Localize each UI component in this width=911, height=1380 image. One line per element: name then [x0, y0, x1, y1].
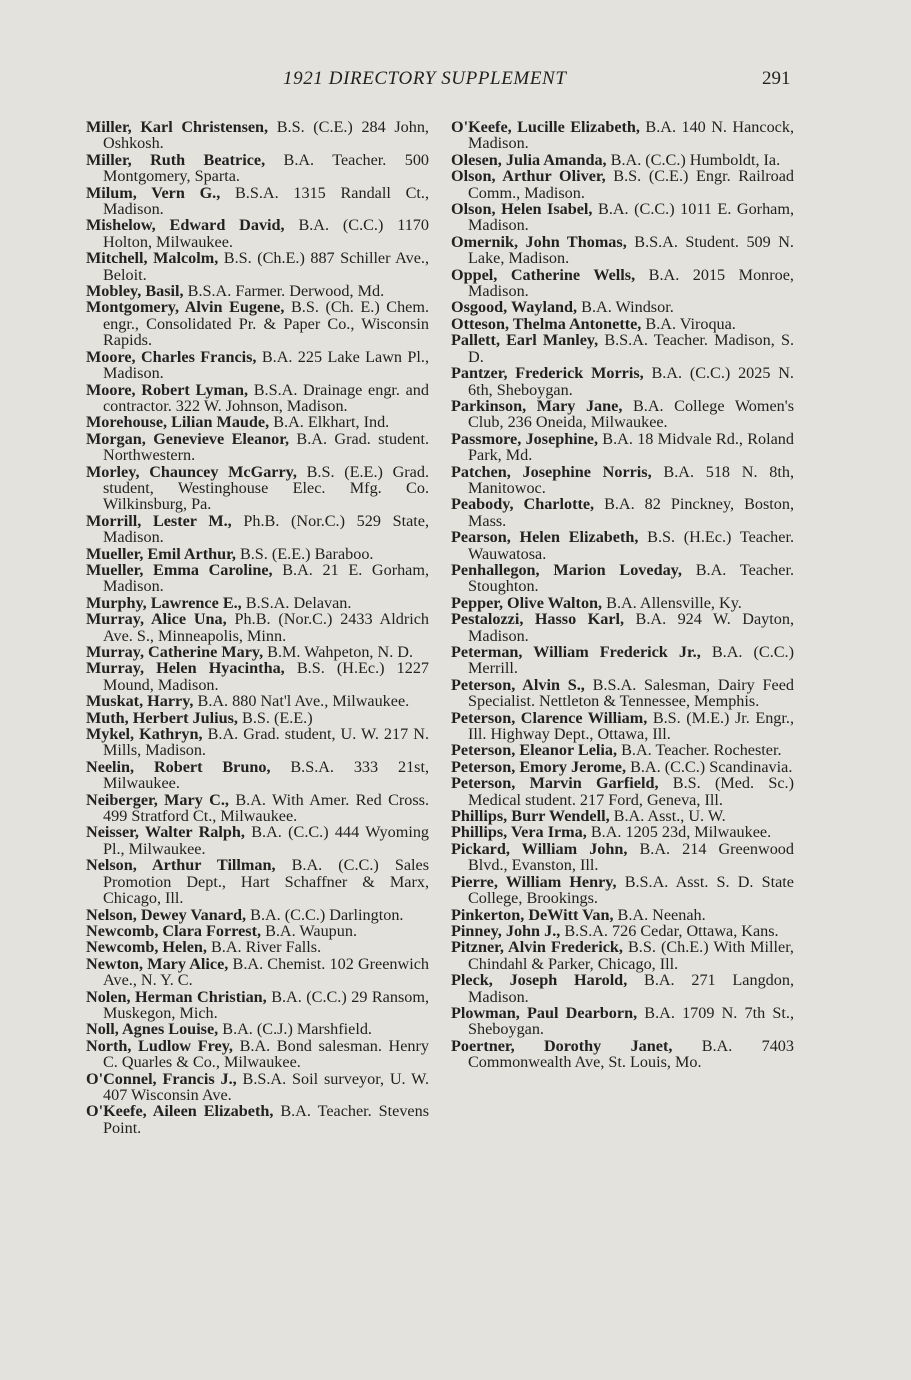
entry-details: B.A. (C.C.) 2025 N. 6th, Sheboygan. — [468, 364, 794, 399]
page-number: 291 — [762, 68, 791, 89]
entry-details: B.A. Viroqua. — [641, 314, 736, 333]
entry-name: Pitzner, Alvin Frederick, — [451, 938, 623, 957]
entry-details: B.A. (C.C.) Darlington. — [246, 905, 404, 924]
page-header — [0, 68, 911, 94]
entry-name: Pinkerton, DeWitt Van, — [451, 905, 614, 924]
directory-entry — [86, 546, 429, 562]
entry-name: Pearson, Helen Elizabeth, — [451, 528, 639, 547]
entry-name: Peterson, Eleanor Lelia, — [451, 741, 618, 760]
directory-entry — [86, 923, 429, 939]
entry-details: B.A. 271 Langdon, Madison. — [468, 971, 795, 1006]
entry-details: B.S.A. 333 21st, Milwaukee. — [103, 757, 430, 793]
directory-entry — [86, 562, 429, 595]
entry-name: Morehouse, Lilian Maude, — [86, 413, 270, 432]
directory-entry — [86, 1071, 429, 1104]
entry-name: Montgomery, Alvin Eugene, — [86, 298, 285, 317]
entry-name: Peterson, Clarence William, — [451, 708, 648, 727]
entry-name: Murray, Alice Una, — [86, 610, 227, 629]
entry-details: B.S. (Med. Sc.) Medical student. 217 Ford, Geneva, Ill. — [468, 774, 794, 809]
directory-entry — [86, 119, 429, 152]
directory-entry — [451, 759, 794, 775]
entry-details: B.A. Chemist. 102 Greenwich Ave., N. Y. C. — [103, 954, 429, 990]
directory-entry — [451, 710, 794, 743]
entry-details: B.A. Teacher. Stevens Point. — [103, 1102, 429, 1137]
entry-details: B.S.A. Delavan. — [241, 593, 352, 612]
directory-entry — [86, 759, 429, 792]
directory-entry — [86, 1038, 429, 1071]
directory-entry — [451, 201, 794, 234]
entry-name: Peterson, Alvin S., — [451, 675, 585, 694]
entry-details: B.A. River Falls. — [206, 938, 322, 957]
entry-name: Plowman, Paul Dearborn, — [451, 1003, 638, 1022]
entry-name: Oppel, Catherine Wells, — [451, 265, 636, 284]
directory-entry — [86, 939, 429, 955]
entry-name: Morgan, Genevieve Eleanor, — [86, 429, 290, 448]
directory-column-right — [451, 119, 794, 1071]
entry-name: Miller, Karl Christensen, — [86, 118, 269, 136]
running-title: 1921 DIRECTORY SUPPLEMENT — [283, 68, 567, 89]
directory-entry — [451, 119, 794, 152]
directory-entry — [451, 168, 794, 201]
entry-details: B.S. (M.E.) Jr. Engr., Ill. Highway Dept., Ottawa, Ill. — [468, 708, 794, 744]
entry-name: Pepper, Olive Walton, — [451, 593, 603, 612]
entry-name: Nelson, Dewey Vanard, — [86, 905, 247, 924]
entry-details: B.A. 140 N. Hancock, Madison. — [468, 118, 795, 153]
entry-name: Neisser, Walter Ralph, — [86, 823, 245, 842]
entry-details: Ph.B. (Nor.C.) 529 State, Madison. — [103, 511, 430, 547]
directory-entry — [451, 775, 794, 808]
entry-details: B.A. Teacher. Stoughton. — [468, 560, 794, 596]
directory-entry — [86, 792, 429, 825]
entry-name: Newton, Mary Alice, — [86, 954, 229, 973]
entry-name: Phillips, Vera Irma, — [451, 823, 587, 842]
entry-name: Mykel, Kathryn, — [86, 725, 203, 744]
directory-entry — [451, 824, 794, 840]
directory-entry — [86, 611, 429, 644]
directory-entry — [86, 217, 429, 250]
entry-name: Muskat, Harry, — [86, 692, 194, 711]
entry-details: B.A. Bond salesman. Henry C. Quarles & Co., Milwaukee. — [103, 1036, 429, 1072]
entry-details: B.S. (C.E.) Engr. Railroad Comm., Madison. — [468, 167, 794, 202]
directory-entry — [86, 349, 429, 382]
entry-name: Newcomb, Clara Forrest, — [86, 921, 262, 940]
directory-entry — [86, 152, 429, 185]
directory-entry — [86, 824, 429, 857]
directory-entry — [86, 283, 429, 299]
directory-entry — [86, 414, 429, 430]
entry-name: Neiberger, Mary C., — [86, 790, 229, 809]
entry-details: B.A. Teacher. 500 Montgomery, Sparta. — [103, 150, 430, 186]
entry-details: B.S.A. Soil surveyor, U. W. 407 Wisconsin Ave. — [103, 1069, 430, 1104]
directory-entry — [86, 1103, 429, 1136]
entry-details: B.S. (H.Ec.) Teacher. Wauwatosa. — [468, 528, 794, 563]
entry-details: B.A. (C.C.) 1170 Holton, Milwaukee. — [103, 216, 429, 251]
directory-entry — [451, 677, 794, 710]
directory-entry — [451, 496, 794, 529]
entry-details: B.S.A. Student. 509 N. Lake, Madison. — [468, 232, 794, 268]
entry-details: B.M. Wahpeton, N. D. — [263, 643, 414, 661]
entry-name: O'Keefe, Aileen Elizabeth, — [86, 1102, 274, 1121]
entry-name: Moore, Robert Lyman, — [86, 380, 249, 399]
entry-name: O'Keefe, Lucille Elizabeth, — [451, 118, 640, 136]
entry-details: B.A. 214 Greenwood Blvd., Evanston, Ill. — [468, 839, 794, 875]
entry-name: Moore, Charles Francis, — [86, 347, 257, 366]
directory-entry — [86, 907, 429, 923]
directory-entry — [451, 923, 794, 939]
entry-details: B.S.A. 1315 Randall Ct., Madison. — [103, 183, 429, 219]
entry-name: Noll, Agnes Louise, — [86, 1020, 219, 1039]
entry-name: Murphy, Lawrence E., — [86, 593, 242, 612]
entry-name: Pantzer, Frederick Morris, — [451, 364, 644, 383]
directory-entry — [86, 857, 429, 906]
directory-entry — [86, 464, 429, 513]
directory-entry — [86, 185, 429, 218]
directory-entry — [451, 299, 794, 315]
directory-entry — [86, 382, 429, 415]
entry-name: Milum, Vern G., — [86, 183, 221, 202]
entry-details: B.A. 924 W. Dayton, Madison. — [468, 610, 795, 645]
entry-details: B.S.A. Drainage engr. and contractor. 322 W. Johnson, Madison. — [103, 380, 429, 415]
entry-details: B.A. 1709 N. 7th St., Sheboygan. — [468, 1003, 794, 1039]
entry-details: B.A. 21 E. Gorham, Madison. — [103, 560, 430, 596]
entry-details: B.A. (C.C.) Merrill. — [468, 643, 794, 678]
entry-details: B.A. (C.C.) Scandinavia. — [626, 757, 793, 776]
directory-entry — [451, 464, 794, 497]
entry-details: B.A. Allensville, Ky. — [602, 593, 742, 612]
entry-name: Olson, Arthur Oliver, — [451, 167, 606, 186]
directory-entry — [451, 808, 794, 824]
directory-entry — [86, 595, 429, 611]
entry-details: B.S. (E.E.) Baraboo. — [235, 544, 374, 563]
entry-details: B.A. Windsor. — [577, 298, 674, 317]
entry-name: Nolen, Herman Christian, — [86, 987, 267, 1006]
entry-details: B.S.A. Teacher. Madison, S. D. — [468, 331, 794, 366]
directory-entry — [86, 660, 429, 693]
directory-entry — [86, 726, 429, 759]
entry-name: Pickard, William John, — [451, 839, 628, 858]
directory-entry — [86, 431, 429, 464]
entry-details: B.S.A. 726 Cedar, Ottawa, Kans. — [560, 921, 779, 940]
entry-details: B.S.A. Salesman, Dairy Feed Specialist. Nettleton & Tennessee, Memphis. — [468, 675, 794, 711]
directory-entry — [451, 365, 794, 398]
entry-name: Peterson, Emory Jerome, — [451, 757, 627, 776]
entry-name: Pierre, William Henry, — [451, 872, 617, 891]
directory-entry — [86, 956, 429, 989]
entry-details: B.A. Teacher. Rochester. — [617, 741, 782, 760]
directory-entry — [451, 152, 794, 168]
entry-name: O'Connel, Francis J., — [86, 1069, 237, 1088]
directory-column-left — [86, 119, 429, 1136]
directory-entry — [86, 989, 429, 1022]
directory-entry — [451, 939, 794, 972]
entry-name: Muth, Herbert Julius, — [86, 708, 238, 727]
entry-details: B.A. Neenah. — [613, 905, 706, 924]
entry-details: B.A. Grad. student, U. W. 217 N. Mills, Madison. — [103, 725, 429, 760]
entry-details: B.S. (C.E.) 284 John, Oshkosh. — [103, 118, 429, 153]
directory-entry — [451, 431, 794, 464]
entry-details: B.A. With Amer. Red Cross. 499 Stratford Ct., Milwaukee. — [103, 790, 430, 826]
entry-details: B.A. 518 N. 8th, Manitowoc. — [468, 462, 794, 497]
directory-entry — [451, 972, 794, 1005]
entry-details: B.A. (C.C.) 1011 E. Gorham, Madison. — [468, 200, 794, 235]
entry-details: B.S. (E.E.) Grad. student, Westinghouse Elec. Mfg. Co. Wilkinsburg, Pa. — [103, 462, 429, 514]
directory-entry — [451, 316, 794, 332]
entry-name: Pallett, Earl Manley, — [451, 331, 599, 350]
directory-entry — [86, 710, 429, 726]
entry-name: Olson, Helen Isabel, — [451, 200, 593, 219]
entry-name: Neelin, Robert Bruno, — [86, 757, 271, 776]
entry-details: B.S. (Ch. E.) Chem. engr., Consolidated Pr. & Paper Co., Wisconsin Rapids. — [103, 298, 429, 350]
entry-name: Miller, Ruth Beatrice, — [86, 150, 266, 169]
directory-entry — [451, 398, 794, 431]
entry-details: B.A. 2015 Monroe, Madison. — [468, 265, 794, 301]
entry-details: B.S. (Ch.E.) With Miller, Chindahl & Parker, Chicago, Ill. — [468, 938, 794, 973]
directory-entry — [86, 693, 429, 709]
entry-name: Passmore, Josephine, — [451, 429, 598, 448]
directory-entry — [451, 742, 794, 758]
entry-details: B.A. Elkhart, Ind. — [269, 413, 390, 432]
directory-entry — [451, 234, 794, 267]
directory-entry — [451, 644, 794, 677]
entry-details: B.S.A. Farmer. Derwood, Md. — [183, 282, 385, 301]
directory-entry — [451, 874, 794, 907]
directory-entry — [451, 841, 794, 874]
entry-name: Pestalozzi, Hasso Karl, — [451, 610, 625, 629]
entry-name: Poertner, Dorothy Janet, — [451, 1036, 673, 1055]
entry-name: Phillips, Burr Wendell, — [451, 807, 610, 826]
entry-name: North, Ludlow Frey, — [86, 1036, 233, 1055]
entry-name: Mishelow, Edward David, — [86, 216, 285, 235]
entry-name: Morley, Chauncey McGarry, — [86, 462, 297, 481]
entry-details: B.A. Waupun. — [261, 921, 357, 940]
entry-name: Mueller, Emil Arthur, — [86, 544, 236, 563]
entry-details: B.A. (C.C.) Humboldt, Ia. — [606, 150, 781, 169]
entry-name: Morrill, Lester M., — [86, 511, 232, 530]
entry-details: B.A. 225 Lake Lawn Pl., Madison. — [103, 347, 429, 383]
directory-entry — [86, 644, 429, 660]
directory-entry — [86, 1021, 429, 1037]
directory-entry — [451, 562, 794, 595]
entry-details: B.A. 7403 Commonwealth Ave, St. Louis, Mo. — [468, 1036, 794, 1072]
entry-details: B.A. 880 Nat'l Ave., Milwaukee. — [193, 692, 410, 711]
entry-details: B.A. (C.C.) 444 Wyoming Pl., Milwaukee. — [103, 823, 430, 858]
entry-details: B.A. 1205 23d, Milwaukee. — [586, 823, 772, 842]
entry-name: Nelson, Arthur Tillman, — [86, 856, 276, 875]
entry-name: Mueller, Emma Caroline, — [86, 560, 273, 579]
entry-details: B.A. (C.C.) Sales Promotion Dept., Hart Schaffner & Marx, Chicago, Ill. — [103, 856, 429, 908]
entry-name: Peterman, William Frederick Jr., — [451, 643, 701, 661]
directory-entry — [451, 529, 794, 562]
directory-entry — [451, 595, 794, 611]
entry-name: Murray, Catherine Mary, — [86, 643, 264, 661]
directory-entry — [86, 250, 429, 283]
entry-details: B.A. Asst., U. W. — [609, 807, 726, 826]
entry-name: Parkinson, Mary Jane, — [451, 396, 623, 415]
entry-name: Pleck, Joseph Harold, — [451, 971, 628, 990]
directory-entry — [451, 267, 794, 300]
entry-name: Pinney, John J., — [451, 921, 561, 940]
entry-details: B.A. College Women's Club, 236 Oneida, Milwaukee. — [468, 396, 794, 432]
directory-entry — [451, 332, 794, 365]
entry-details: B.S. (Ch.E.) 887 Schiller Ave., Beloit. — [103, 249, 429, 284]
entry-details: B.S. (E.E.) — [237, 708, 313, 727]
entry-name: Otteson, Thelma Antonette, — [451, 314, 642, 333]
entry-details: B.A. (C.C.) 29 Ransom, Muskegon, Mich. — [103, 987, 429, 1022]
entry-name: Osgood, Wayland, — [451, 298, 578, 317]
entry-name: Mobley, Basil, — [86, 282, 184, 301]
entry-details: B.A. Grad. student. Northwestern. — [103, 429, 429, 465]
entry-name: Peterson, Marvin Garfield, — [451, 774, 659, 793]
entry-details: B.S. (H.Ec.) 1227 Mound, Madison. — [103, 659, 430, 694]
entry-name: Newcomb, Helen, — [86, 938, 207, 957]
directory-entry — [451, 907, 794, 923]
directory-entry — [451, 611, 794, 644]
entry-name: Mitchell, Malcolm, — [86, 249, 219, 268]
entry-name: Murray, Helen Hyacintha, — [86, 659, 285, 678]
entry-details: B.S.A. Asst. S. D. State College, Brookings. — [468, 872, 794, 908]
entry-details: Ph.B. (Nor.C.) 2433 Aldrich Ave. S., Minneapolis, Minn. — [103, 610, 429, 645]
directory-entry — [451, 1005, 794, 1038]
directory-entry — [86, 513, 429, 546]
entry-name: Olesen, Julia Amanda, — [451, 150, 607, 169]
entry-name: Omernik, John Thomas, — [451, 232, 627, 251]
entry-details: B.A. 82 Pinckney, Boston, Mass. — [468, 495, 794, 530]
entry-name: Penhallegon, Marion Loveday, — [451, 560, 682, 579]
directory-entry — [86, 299, 429, 348]
directory-entry — [451, 1038, 794, 1071]
entry-details: B.A. (C.J.) Marshfield. — [218, 1020, 372, 1039]
entry-name: Peabody, Charlotte, — [451, 495, 595, 514]
entry-details: B.A. 18 Midvale Rd., Roland Park, Md. — [468, 429, 794, 465]
entry-name: Patchen, Josephine Norris, — [451, 462, 652, 481]
